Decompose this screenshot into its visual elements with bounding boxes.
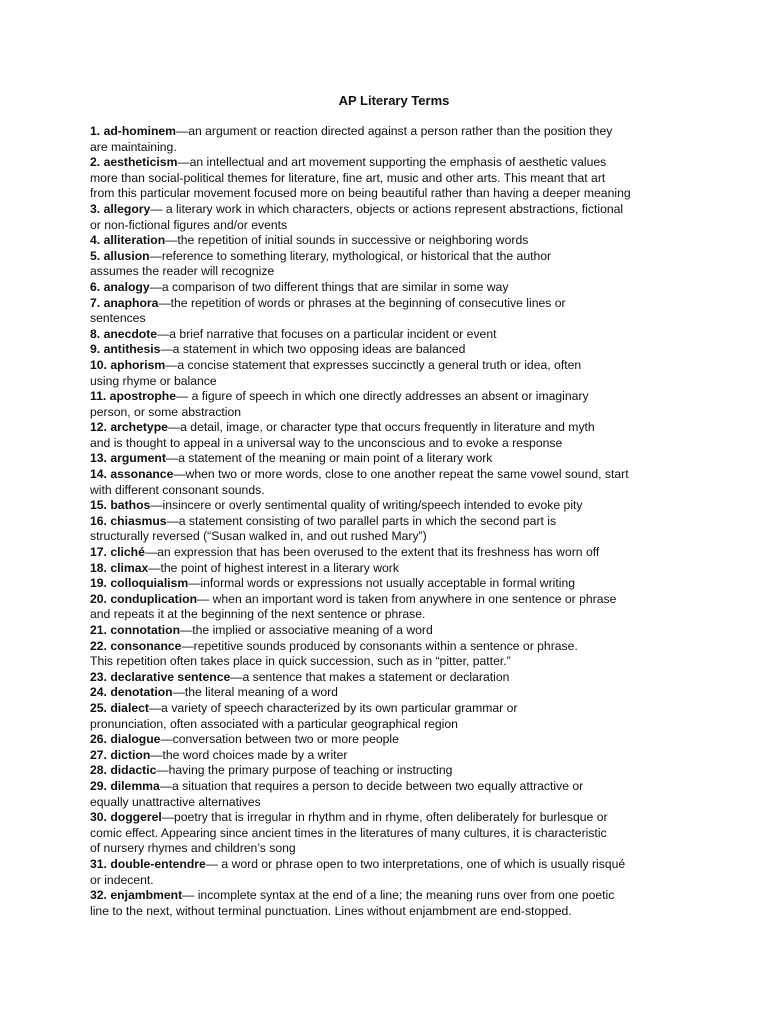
term-number: 4.: [90, 233, 101, 248]
term-number: 6.: [90, 279, 101, 294]
term-number: 13.: [90, 451, 107, 466]
term-entry: [90, 732, 690, 748]
term-entry: [90, 701, 690, 732]
term-word: double-entendre: [110, 856, 206, 871]
term-word: ad-hominem: [103, 124, 177, 138]
term-line: [90, 670, 690, 686]
term-definition: —a sentence that makes a statement or declaration: [230, 669, 510, 684]
term-entry: [90, 857, 690, 888]
term-entry: [90, 420, 690, 451]
term-entry: [90, 810, 690, 857]
term-number: 18.: [90, 560, 107, 575]
term-line: and is thought to appeal in a universal way to the unconscious and to evoke a response: [90, 435, 563, 450]
term-number: 25.: [90, 700, 107, 715]
term-word: aestheticism: [103, 155, 178, 170]
term-line: [90, 358, 690, 374]
term-definition: —a statement in which two opposing ideas are balanced: [160, 342, 466, 357]
term-entry: [90, 685, 690, 701]
term-entry: [90, 561, 690, 577]
term-word: aphorism: [110, 357, 166, 372]
term-line: [90, 748, 690, 764]
term-number: 9.: [90, 342, 101, 357]
term-line: [90, 420, 690, 436]
term-entry: [90, 296, 690, 327]
term-entry: [90, 389, 690, 420]
term-line: or indecent.: [90, 872, 154, 887]
term-number: 17.: [90, 545, 107, 560]
term-line: [90, 498, 690, 514]
term-word: enjambment: [110, 888, 183, 903]
term-word: allusion: [103, 248, 150, 263]
term-number: 14.: [90, 467, 107, 482]
page-title: AP Literary Terms: [338, 93, 450, 108]
term-line: using rhyme or balance: [90, 373, 217, 388]
term-line: [90, 639, 690, 655]
term-line: [90, 592, 690, 608]
term-line: [90, 857, 690, 873]
term-line: are maintaining.: [90, 139, 177, 154]
term-line: [90, 467, 690, 483]
term-line: [90, 545, 690, 561]
term-line: [90, 888, 690, 904]
term-definition: —poetry that is irregular in rhythm and in rhyme, often deliberately for burlesque or: [161, 810, 608, 825]
term-definition: —informal words or expressions not usually acceptable in formal writing: [188, 576, 576, 591]
term-line: [90, 451, 690, 467]
term-definition: —a situation that requires a person to decide between two equally attractive or: [159, 778, 584, 793]
term-line: [90, 249, 690, 265]
term-definition: —the literal meaning of a word: [172, 685, 338, 700]
term-entry: [90, 779, 690, 810]
term-entry: [90, 514, 690, 545]
term-word: climax: [110, 560, 149, 575]
term-line: This repetition often takes place in quick succession, such as in “pitter, patter.”: [90, 654, 511, 669]
term-number: 5.: [90, 248, 101, 263]
term-entry: [90, 233, 690, 249]
term-word: colloquialism: [110, 576, 189, 591]
term-definition: — incomplete syntax at the end of a line; the meaning runs over from one poetic: [182, 888, 615, 903]
term-definition: —repetitive sounds produced by consonants within a sentence or phrase.: [181, 638, 578, 653]
term-definition: —insincere or overly sentimental quality of writing/speech intended to evoke pity: [150, 498, 583, 513]
term-line: assumes the reader will recognize: [90, 264, 275, 279]
term-word: dialogue: [110, 732, 161, 747]
term-number: 27.: [90, 747, 107, 762]
term-word: chiasmus: [110, 513, 167, 528]
term-line: [90, 685, 690, 701]
term-definition: —the word choices made by a writer: [150, 747, 348, 762]
document-page: [90, 93, 690, 919]
term-definition: —an argument or reaction directed against a person rather than the position they: [176, 124, 613, 138]
term-entry: [90, 249, 690, 280]
term-word: connotation: [110, 623, 181, 637]
term-number: 15.: [90, 498, 107, 513]
term-line: [90, 327, 690, 343]
term-number: 19.: [90, 576, 107, 591]
term-entry: [90, 888, 690, 919]
term-word: apostrophe: [109, 389, 177, 404]
term-definition: —a brief narrative that focuses on a particular incident or event: [157, 326, 497, 341]
term-word: allegory: [103, 201, 151, 216]
term-number: 16.: [90, 513, 107, 528]
term-definition: —conversation between two or more people: [160, 732, 399, 747]
term-word: doggerel: [110, 810, 162, 825]
term-word: anaphora: [103, 295, 159, 310]
term-entry: [90, 748, 690, 764]
term-line: more than social-political themes for literature, fine art, music and other arts. This meant that art: [90, 170, 606, 185]
term-word: denotation: [110, 685, 173, 700]
term-number: 1.: [90, 124, 101, 138]
term-word: assonance: [110, 467, 174, 482]
term-definition: —having the primary purpose of teaching or instructing: [156, 763, 453, 778]
term-definition: —an intellectual and art movement supporting the emphasis of aesthetic values: [177, 155, 607, 170]
term-word: alliteration: [103, 233, 166, 248]
term-line: [90, 296, 690, 312]
term-entry: [90, 498, 690, 514]
term-line: with different consonant sounds.: [90, 482, 265, 497]
term-number: 2.: [90, 155, 101, 170]
term-number: 30.: [90, 810, 107, 825]
term-definition: —the repetition of words or phrases at the beginning of consecutive lines or: [158, 295, 566, 310]
term-entry: [90, 327, 690, 343]
term-line: [90, 701, 690, 717]
term-number: 24.: [90, 685, 107, 700]
term-word: didactic: [110, 763, 157, 778]
term-line: [90, 124, 690, 140]
term-line: [90, 202, 690, 218]
term-entry: [90, 670, 690, 686]
term-number: 7.: [90, 295, 101, 310]
term-line: [90, 810, 690, 826]
term-entry: [90, 451, 690, 467]
term-line: [90, 280, 690, 296]
term-word: archetype: [110, 420, 168, 435]
term-entry: [90, 358, 690, 389]
term-line: from this particular movement focused more on being beautiful rather than having a deeper meaning: [90, 186, 631, 201]
term-definition: —reference to something literary, mythological, or historical that the author: [149, 248, 552, 263]
term-line: [90, 514, 690, 530]
term-word: dialect: [110, 700, 149, 715]
term-word: diction: [110, 747, 151, 762]
term-number: 3.: [90, 201, 101, 216]
term-entry: [90, 124, 690, 155]
term-entry: [90, 623, 690, 639]
term-line: person, or some abstraction: [90, 404, 242, 419]
term-entry: [90, 639, 690, 670]
term-word: cliché: [110, 545, 145, 560]
term-entry: [90, 763, 690, 779]
terms-list: [90, 124, 690, 919]
term-line: or non-fictional figures and/or events: [90, 217, 288, 232]
term-definition: —a statement consisting of two parallel parts in which the second part is: [166, 513, 557, 528]
term-number: 23.: [90, 669, 107, 684]
term-number: 26.: [90, 732, 107, 747]
term-line: of nursery rhymes and children’s song: [90, 841, 296, 856]
term-word: antithesis: [103, 342, 161, 357]
term-number: 8.: [90, 326, 101, 341]
term-line: [90, 779, 690, 795]
term-line: [90, 155, 690, 171]
term-word: consonance: [110, 638, 182, 653]
term-line: [90, 389, 690, 405]
term-definition: — a word or phrase open to two interpretations, one of which is usually risqué: [205, 856, 626, 871]
term-word: argument: [110, 451, 166, 466]
term-word: anecdote: [103, 326, 158, 341]
term-line: [90, 732, 690, 748]
term-entry: [90, 576, 690, 592]
term-entry: [90, 342, 690, 358]
term-number: 11.: [90, 389, 107, 404]
term-definition: —a statement of the meaning or main point of a literary work: [165, 451, 493, 466]
term-entry: [90, 467, 690, 498]
term-entry: [90, 202, 690, 233]
term-definition: —the repetition of initial sounds in successive or neighboring words: [165, 233, 529, 248]
term-line: and repeats it at the beginning of the next sentence or phrase.: [90, 607, 426, 622]
term-entry: [90, 592, 690, 623]
term-line: [90, 561, 690, 577]
term-number: 29.: [90, 778, 107, 793]
term-line: [90, 342, 690, 358]
term-definition: —a detail, image, or character type that occurs frequently in literature and myth: [167, 420, 595, 435]
term-line: [90, 576, 690, 592]
term-definition: —the point of highest interest in a literary work: [148, 560, 399, 575]
term-definition: — when an important word is taken from anywhere in one sentence or phrase: [197, 591, 617, 606]
term-definition: —a concise statement that expresses succinctly a general truth or idea, often: [165, 357, 582, 372]
term-line: [90, 763, 690, 779]
term-number: 32.: [90, 888, 107, 903]
term-number: 28.: [90, 763, 107, 778]
term-number: 12.: [90, 420, 107, 435]
term-line: structurally reversed (“Susan walked in, and out rushed Mary”): [90, 529, 427, 544]
term-line: [90, 623, 690, 639]
term-line: sentences: [90, 311, 146, 326]
term-number: 20.: [90, 591, 107, 606]
term-definition: — a figure of speech in which one directly addresses an absent or imaginary: [176, 389, 589, 404]
term-definition: —an expression that has been overused to the extent that its freshness has worn off: [144, 545, 600, 560]
term-word: analogy: [103, 279, 150, 294]
term-number: 31.: [90, 856, 107, 871]
term-definition: —a variety of speech characterized by its own particular grammar or: [148, 700, 518, 715]
term-line: comic effect. Appearing since ancient times in the literatures of many cultures, it is characteristic: [90, 825, 607, 840]
term-word: declarative sentence: [110, 669, 231, 684]
term-line: equally unattractive alternatives: [90, 794, 261, 809]
term-number: 10.: [90, 357, 107, 372]
term-definition: —the implied or associative meaning of a word: [180, 623, 433, 637]
term-definition: — a literary work in which characters, objects or actions represent abstractions, fictional: [150, 201, 624, 216]
term-entry: [90, 280, 690, 296]
term-number: 22.: [90, 638, 107, 653]
term-definition: —when two or more words, close to one another repeat the same vowel sound, start: [173, 467, 629, 482]
term-line: line to the next, without terminal punctuation. Lines without enjambment are end-stopped.: [90, 903, 572, 918]
term-line: [90, 233, 690, 249]
term-word: conduplication: [110, 591, 198, 606]
term-line: pronunciation, often associated with a particular geographical region: [90, 716, 458, 731]
term-word: bathos: [110, 498, 151, 513]
term-word: dilemma: [110, 778, 160, 793]
term-number: 21.: [90, 623, 107, 637]
term-entry: [90, 155, 690, 202]
term-entry: [90, 545, 690, 561]
term-definition: —a comparison of two different things that are similar in some way: [149, 279, 509, 294]
